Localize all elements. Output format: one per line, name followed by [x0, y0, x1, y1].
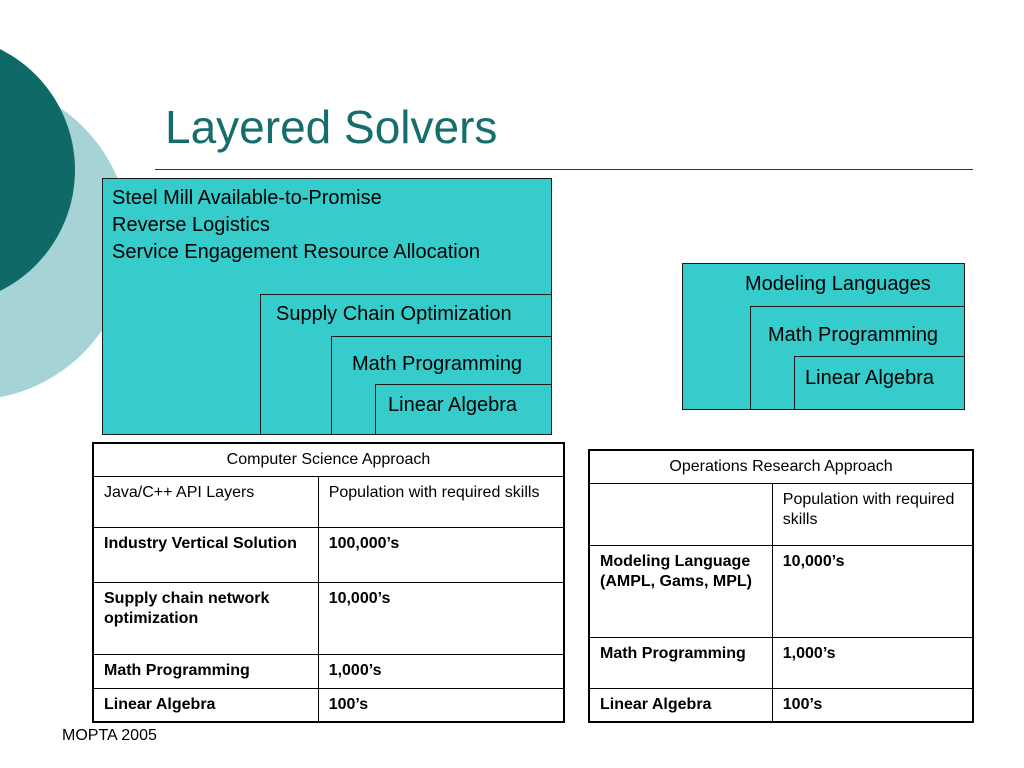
table-row	[93, 528, 564, 583]
table-cell: Population with required skills	[318, 477, 564, 528]
table-row	[589, 546, 973, 638]
table-cell	[589, 484, 772, 546]
table-row	[93, 689, 564, 723]
application-label: Service Engagement Resource Allocation	[112, 241, 480, 263]
table-row	[589, 450, 973, 484]
left-stack-layer4-label: Linear Algebra	[388, 394, 517, 416]
right-stack-layer3-label: Linear Algebra	[805, 367, 934, 389]
left-stack-layer2-label: Supply Chain Optimization	[276, 303, 512, 325]
table-row	[589, 689, 973, 723]
table-row	[93, 655, 564, 689]
table-row	[93, 583, 564, 655]
table-cell: Math Programming	[93, 655, 318, 689]
table-header: Operations Research Approach	[589, 450, 973, 484]
title-divider	[155, 169, 973, 170]
application-label: Reverse Logistics	[112, 214, 270, 236]
table-cell: Supply chain network optimization	[93, 583, 318, 655]
table-row	[93, 477, 564, 528]
table-row	[589, 638, 973, 689]
table-row	[589, 484, 973, 546]
left-stack-layer3-label: Math Programming	[352, 353, 523, 375]
table-cell: 10,000’s	[318, 583, 564, 655]
page-title: Layered Solvers	[165, 101, 498, 153]
table-row	[93, 443, 564, 477]
table-cell: Linear Algebra	[589, 689, 772, 723]
table-cell: Population with required skills	[772, 484, 973, 546]
application-label: Steel Mill Available-to-Promise	[112, 187, 382, 209]
table-cell: Linear Algebra	[93, 689, 318, 723]
right-stack-layer1-label: Modeling Languages	[745, 273, 931, 295]
table-cell: 10,000’s	[772, 546, 973, 638]
table-cell: 1,000’s	[318, 655, 564, 689]
table-cell: 100,000’s	[318, 528, 564, 583]
right-stack-layer2-label: Math Programming	[768, 324, 939, 346]
left-stack-outer-labels	[112, 185, 480, 266]
table-cell: Industry Vertical Solution	[93, 528, 318, 583]
table-cell: Math Programming	[589, 638, 772, 689]
cs-approach-table	[92, 442, 565, 723]
footer-text: MOPTA 2005	[62, 727, 157, 744]
or-approach-table	[588, 449, 974, 723]
table-cell: Modeling Language (AMPL, Gams, MPL)	[589, 546, 772, 638]
table-cell: 100’s	[772, 689, 973, 723]
table-header: Computer Science Approach	[93, 443, 564, 477]
table-cell: 1,000’s	[772, 638, 973, 689]
table-cell: 100’s	[318, 689, 564, 723]
table-cell: Java/C++ API Layers	[93, 477, 318, 528]
